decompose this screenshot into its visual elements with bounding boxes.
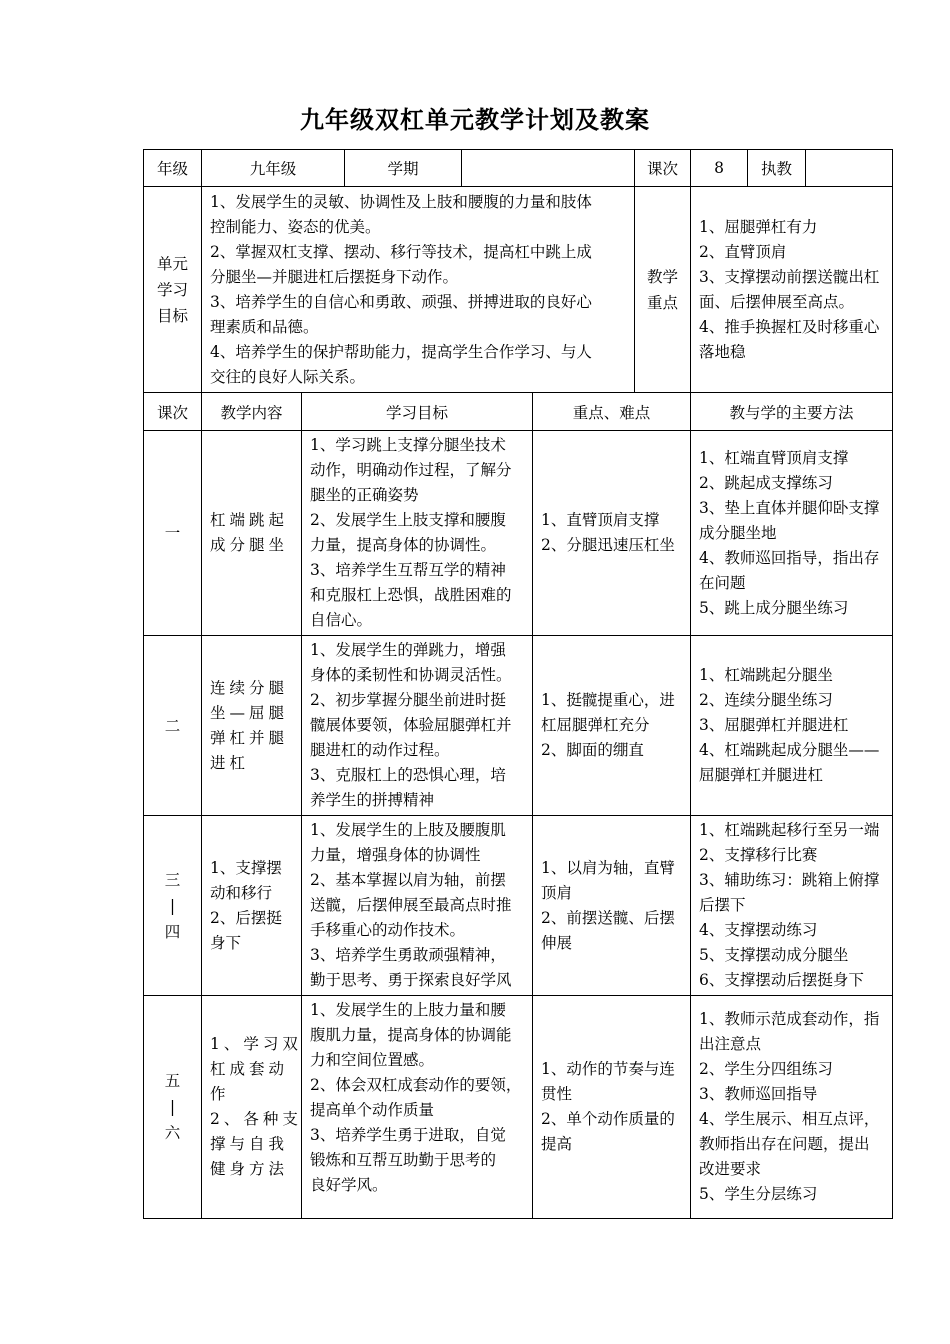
text-line: 4、推手换握杠及时移重心	[699, 317, 880, 336]
text-line: 手移重心的动作技术。	[310, 921, 466, 939]
text-line: 2、学生分四组练习	[699, 1060, 833, 1078]
lesson-row	[144, 996, 893, 1219]
text-line: 分腿坐—并腿进杠后摆挺身下动作。	[210, 268, 459, 286]
text-line: 理素质和品德。	[210, 318, 319, 336]
lessons-count-value: 8	[691, 150, 748, 187]
lesson-methods	[691, 996, 893, 1219]
text-line: 4、培养学生的保护帮助能力，提高学生合作学习、与人	[210, 343, 592, 361]
header-row	[144, 150, 893, 187]
lesson-methods	[691, 636, 893, 816]
text-line: 教学	[647, 267, 679, 286]
text-line: 2、脚面的绷直	[541, 741, 644, 759]
text-line: 自信心。	[310, 611, 373, 629]
text-line: 动作，明确动作过程，了解分	[310, 461, 512, 479]
text-line: 伸展	[541, 933, 573, 952]
lessons-count-label: 课次	[635, 150, 691, 187]
teaching-key-label	[635, 187, 691, 393]
column-header-row	[144, 393, 893, 431]
text-line: 力量，增强身体的协调性	[310, 846, 481, 864]
text-line: 一	[164, 524, 181, 542]
text-line: 五	[164, 1072, 181, 1090]
text-line: 3、培养学生勇于进取，自觉	[310, 1126, 506, 1144]
lesson-objectives	[302, 431, 533, 636]
text-line: 腿坐的正确姿势	[310, 486, 419, 504]
text-line: 1、以肩为轴，直臂	[541, 858, 675, 877]
lesson-methods	[691, 431, 893, 636]
text-line: 6、支撑摆动后摆挺身下	[699, 971, 864, 989]
unit-goal-text	[202, 187, 635, 393]
text-line: 重点	[647, 293, 679, 312]
text-line: 出注意点	[699, 1035, 762, 1053]
text-line: 2、直臂顶肩	[699, 242, 787, 261]
text-line: 杠成套动	[210, 1060, 289, 1078]
text-line: 后摆下	[699, 896, 746, 914]
lesson-row	[144, 816, 893, 996]
text-line: 目标	[156, 306, 188, 325]
text-line: 2、后摆挺	[210, 908, 282, 927]
text-line: 二	[164, 716, 181, 735]
lesson-content	[202, 816, 302, 996]
lesson-row	[144, 431, 893, 636]
text-line: 3、克服杠上的恐惧心理，培	[310, 766, 506, 784]
text-line: 4、杠端跳起成分腿坐——	[699, 741, 880, 759]
text-line: 送髋，后摆伸展至最高点时推	[310, 896, 512, 914]
text-line: 2、前摆送髋、后摆	[541, 908, 675, 927]
lesson-content	[202, 431, 302, 636]
text-line: 1、挺髋提重心，进	[541, 691, 675, 709]
text-line: 5、跳上成分腿坐练习	[699, 598, 849, 617]
col-header-objectives: 学习目标	[302, 393, 533, 431]
text-line: 控制能力、姿态的优美。	[210, 218, 381, 236]
col-header-methods: 教与学的主要方法	[691, 393, 893, 431]
text-line: 2、基本掌握以肩为轴，前摆	[310, 871, 506, 889]
text-line: 三	[164, 870, 181, 889]
text-line: 提高	[541, 1135, 573, 1153]
text-line: 顶肩	[541, 883, 573, 902]
text-line: 良好学风。	[310, 1176, 388, 1194]
text-line: 和克服杠上恐惧，战胜困难的	[310, 586, 512, 604]
text-line: 动和移行	[210, 883, 273, 902]
text-line: 弹杠并腿	[210, 728, 289, 747]
text-line: 身下	[210, 933, 242, 952]
text-line: 单元	[156, 254, 188, 273]
lesson-row	[144, 636, 893, 816]
text-line: 撑与自我	[210, 1135, 289, 1153]
text-line: 1、屈腿弹杠有力	[699, 217, 818, 236]
text-line: 健身方法	[210, 1160, 289, 1178]
lesson-methods	[691, 816, 893, 996]
text-line: 3、辅助练习：跳箱上俯撑	[699, 871, 880, 889]
text-line: 交往的良好人际关系。	[210, 368, 366, 386]
text-line: 改进要求	[699, 1160, 762, 1178]
text-line: 2、分腿迅速压杠坐	[541, 536, 675, 554]
lesson-number	[144, 996, 202, 1219]
text-line: 杠屈腿弹杠充分	[541, 716, 650, 734]
text-line: 2、体会双杠成套动作的要领，	[310, 1076, 522, 1094]
text-line: 进杠	[210, 753, 250, 772]
text-line: 六	[164, 1124, 181, 1142]
text-line: 1、杠端跳起分腿坐	[699, 666, 833, 684]
lesson-objectives	[302, 996, 533, 1219]
text-line: 作	[210, 1085, 230, 1103]
text-line: 3、培养学生的自信心和勇敢、顽强、拼搏进取的良好心	[210, 293, 592, 311]
lesson-key-points	[533, 996, 691, 1219]
text-line: 贯性	[541, 1085, 573, 1103]
text-line: 1、发展学生的上肢力量和腰	[310, 1001, 506, 1019]
text-line: 杠端跳起	[210, 511, 289, 529]
text-line: 5、学生分层练习	[699, 1185, 818, 1203]
teaching-plan-table	[143, 149, 893, 1219]
text-line: 屈腿弹杠并腿进杠	[699, 766, 824, 784]
text-line: 1、教师示范成套动作，指	[699, 1010, 880, 1028]
text-line: 3、教师巡回指导	[699, 1085, 818, 1103]
grade-value: 九年级	[202, 150, 345, 187]
text-line: 3、培养学生互帮互学的精神	[310, 561, 506, 579]
col-header-key-points: 重点、难点	[533, 393, 691, 431]
col-header-lesson: 课次	[144, 393, 202, 431]
teaching-key-text	[691, 187, 893, 393]
term-value	[462, 150, 635, 187]
text-line: 2、发展学生上肢支撑和腰腹	[310, 511, 506, 529]
text-line: 1、动作的节奏与连	[541, 1060, 675, 1078]
text-line: 1、直臂顶肩支撑	[541, 511, 660, 529]
text-line: 1、发展学生的灵敏、协调性及上肢和腰腹的力量和肢体	[210, 193, 592, 211]
text-line: 2、掌握双杠支撑、摆动、移行等技术，提高杠中跳上成	[210, 243, 592, 261]
text-line: 1、发展学生的上肢及腰腹肌	[310, 821, 506, 839]
text-line: 2、支撑移行比赛	[699, 846, 818, 864]
text-line: 髋展体要领，体验屈腿弹杠并	[310, 716, 512, 734]
text-line: 连续分腿	[210, 678, 289, 697]
text-line: 成分腿坐	[210, 536, 289, 554]
text-line: 4、教师巡回指导，指出存	[699, 548, 880, 567]
text-line: 1、支撑摆	[210, 858, 282, 877]
text-line: 力和空间位置感。	[310, 1051, 435, 1069]
text-line: 养学生的拼搏精神	[310, 791, 435, 809]
text-line: 2、连续分腿坐练习	[699, 691, 833, 709]
text-line: 面、后摆伸展至高点。	[699, 292, 855, 311]
text-line: 2、跳起成支撑练习	[699, 473, 833, 492]
text-line: 5、支撑摆动成分腿坐	[699, 946, 849, 964]
text-line: 3、屈腿弹杠并腿进杠	[699, 716, 849, 734]
text-line: |	[169, 1098, 176, 1116]
lesson-key-points	[533, 816, 691, 996]
unit-goal-label	[144, 187, 202, 393]
text-line: 3、支撑摆动前摆送髋出杠	[699, 267, 880, 286]
text-line: 4、学生展示、相互点评，	[699, 1110, 880, 1128]
lesson-number	[144, 636, 202, 816]
text-line: 在问题	[699, 573, 746, 592]
text-line: 1、学习跳上支撑分腿坐技术	[310, 436, 506, 454]
lesson-objectives	[302, 636, 533, 816]
teacher-label: 执教	[748, 150, 806, 187]
text-line: 3、培养学生勇敢顽强精神，	[310, 946, 506, 964]
unit-goal-row	[144, 187, 893, 393]
text-line: 落地稳	[699, 342, 746, 361]
text-line: 1、杠端直臂顶肩支撑	[699, 448, 849, 467]
document-title: 九年级双杠单元教学计划及教案	[300, 106, 650, 134]
text-line: 1、发展学生的弹跳力，增强	[310, 641, 506, 659]
lesson-number	[144, 816, 202, 996]
lesson-content	[202, 636, 302, 816]
lesson-number	[144, 431, 202, 636]
term-label: 学期	[345, 150, 462, 187]
text-line: 2、各种支	[210, 1110, 302, 1128]
lesson-key-points	[533, 431, 691, 636]
lesson-objectives	[302, 816, 533, 996]
text-line: 勤于思考、勇于探索良好学风	[310, 971, 512, 989]
text-line: 1、学习双	[210, 1035, 302, 1053]
text-line: 锻炼和互帮互助勤于思考的	[310, 1151, 497, 1169]
text-line: 成分腿坐地	[699, 523, 777, 542]
lesson-key-points	[533, 636, 691, 816]
text-line: 腹肌力量，提高身体的协调能	[310, 1026, 512, 1044]
text-line: 四	[164, 922, 181, 941]
text-line: 3、垫上直体并腿仰卧支撑	[699, 498, 880, 517]
text-line: 学习	[156, 280, 188, 299]
text-line: |	[169, 896, 176, 915]
text-line: 力量，提高身体的协调性。	[310, 536, 497, 554]
grade-label: 年级	[144, 150, 202, 187]
text-line: 坐—屈腿	[210, 703, 289, 722]
text-line: 腿进杠的动作过程。	[310, 741, 450, 759]
lesson-content	[202, 996, 302, 1219]
text-line: 1、杠端跳起移行至另一端	[699, 821, 880, 839]
text-line: 身体的柔韧性和协调灵活性。	[310, 666, 512, 684]
teacher-value	[806, 150, 893, 187]
text-line: 教师指出存在问题，提出	[699, 1135, 870, 1153]
text-line: 2、初步掌握分腿坐前进时挺	[310, 691, 506, 709]
text-line: 4、支撑摆动练习	[699, 921, 818, 939]
text-line: 2、单个动作质量的	[541, 1110, 675, 1128]
col-header-content: 教学内容	[202, 393, 302, 431]
text-line: 提高单个动作质量	[310, 1101, 435, 1119]
